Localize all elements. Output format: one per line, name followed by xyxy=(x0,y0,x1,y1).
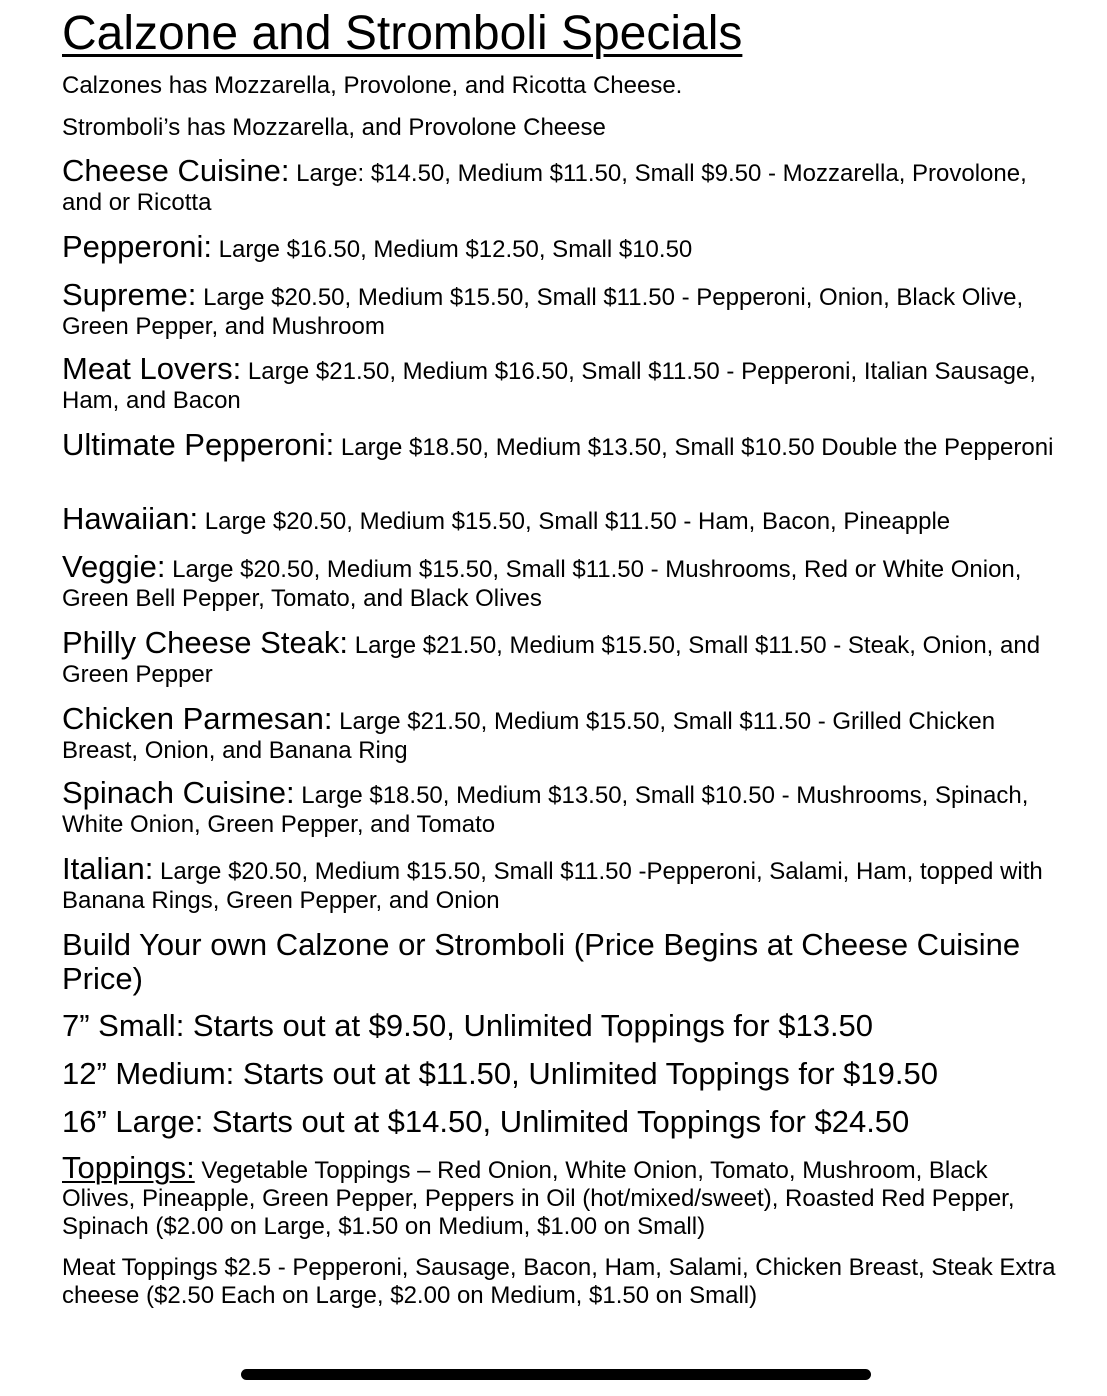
special-name: Veggie: xyxy=(62,549,166,584)
special-details: Large: $14.50, Medium $11.50, Small $9.50 - Mozzarella, Provolone, and or Ricotta xyxy=(62,160,1027,216)
special-hawaiian xyxy=(62,501,1062,536)
special-name: Philly Cheese Steak: xyxy=(62,625,349,660)
home-indicator-bar[interactable] xyxy=(241,1369,871,1380)
page-title: Calzone and Stromboli Specials xyxy=(62,7,743,60)
special-details: Large $20.50, Medium $15.50, Small $11.50 - Pepperoni, Onion, Black Olive, Green Pepper, and Mushroom xyxy=(62,284,1024,340)
special-pepperoni xyxy=(62,229,1062,264)
special-details: Large $20.50, Medium $15.50, Small $11.50 - Ham, Bacon, Pineapple xyxy=(198,508,951,535)
special-name: Chicken Parmesan: xyxy=(62,701,333,736)
special-name: Cheese Cuisine: xyxy=(62,153,290,188)
vegetable-toppings xyxy=(62,1150,1062,1241)
special-ultimate-pepperoni xyxy=(62,427,1062,462)
special-name: Hawaiian: xyxy=(62,501,199,536)
special-philly-cheese-steak xyxy=(62,625,1062,689)
calzone-cheese-note: Calzones has Mozzarella, Provolone, and Ricotta Cheese. xyxy=(62,72,683,99)
special-chicken-parmesan xyxy=(62,701,1062,765)
special-details: Large $18.50, Medium $13.50, Small $10.50 Double the Pepperoni xyxy=(334,434,1054,461)
special-name: Spinach Cuisine: xyxy=(62,775,295,810)
special-name: Supreme: xyxy=(62,277,197,312)
special-details: Large $20.50, Medium $15.50, Small $11.50 -Pepperoni, Salami, Ham, topped with Banana Rings, Green Pepper, and Onion xyxy=(62,858,1043,914)
special-italian xyxy=(62,851,1062,915)
special-name: Pepperoni: xyxy=(62,229,212,264)
size-small: 7” Small: Starts out at $9.50, Unlimited Toppings for $13.50 xyxy=(62,1008,874,1043)
special-cheese-cuisine xyxy=(62,153,1062,217)
size-large: 16” Large: Starts out at $14.50, Unlimited Toppings for $24.50 xyxy=(62,1104,910,1139)
special-details: Large $20.50, Medium $15.50, Small $11.50 - Mushrooms, Red or White Onion, Green Bell Pepper, Tomato, and Black Olives xyxy=(62,556,1022,612)
special-name: Meat Lovers: xyxy=(62,351,242,386)
meat-toppings: Meat Toppings $2.5 - Pepperoni, Sausage, Bacon, Ham, Salami, Chicken Breast, Steak Extra cheese ($2.50 Each on Large, $2.00 on Medium, $1.50 on Small) xyxy=(62,1254,1056,1309)
toppings-label: Toppings: xyxy=(62,1150,195,1185)
special-meat-lovers xyxy=(62,351,1062,415)
special-details: Large $16.50, Medium $12.50, Small $10.50 xyxy=(211,236,693,263)
size-medium: 12” Medium: Starts out at $11.50, Unlimited Toppings for $19.50 xyxy=(62,1056,938,1091)
special-supreme xyxy=(62,277,1062,341)
special-spinach-cuisine xyxy=(62,775,1062,839)
stromboli-cheese-note: Stromboli’s has Mozzarella, and Provolone Cheese xyxy=(62,114,606,141)
special-details: Large $21.50, Medium $16.50, Small $11.50 - Pepperoni, Italian Sausage, Ham, and Bacon xyxy=(62,358,1036,414)
special-veggie xyxy=(62,549,1062,613)
special-name: Italian: xyxy=(62,851,154,886)
special-details: Large $21.50, Medium $15.50, Small $11.50 - Steak, Onion, and Green Pepper xyxy=(62,632,1041,688)
special-name: Ultimate Pepperoni: xyxy=(62,427,335,462)
vegetable-toppings-text: Vegetable Toppings – Red Onion, White Onion, Tomato, Mushroom, Black Olives, Pineapple, Green Pepper, Peppers in Oil (hot/mixed/sweet), Roasted Red Pepper, Spinach ($2.00 on Large, $1.50 on Medium, $1.00 on Small) xyxy=(62,1157,1015,1240)
special-details: Large $21.50, Medium $15.50, Small $11.50 - Grilled Chicken Breast, Onion, and Banana Ring xyxy=(62,708,996,764)
special-details: Large $18.50, Medium $13.50, Small $10.50 - Mushrooms, Spinach, White Onion, Green Pepper, and Tomato xyxy=(62,782,1029,838)
build-your-own-heading: Build Your own Calzone or Stromboli (Price Begins at Cheese Cuisine Price) xyxy=(62,927,1021,996)
